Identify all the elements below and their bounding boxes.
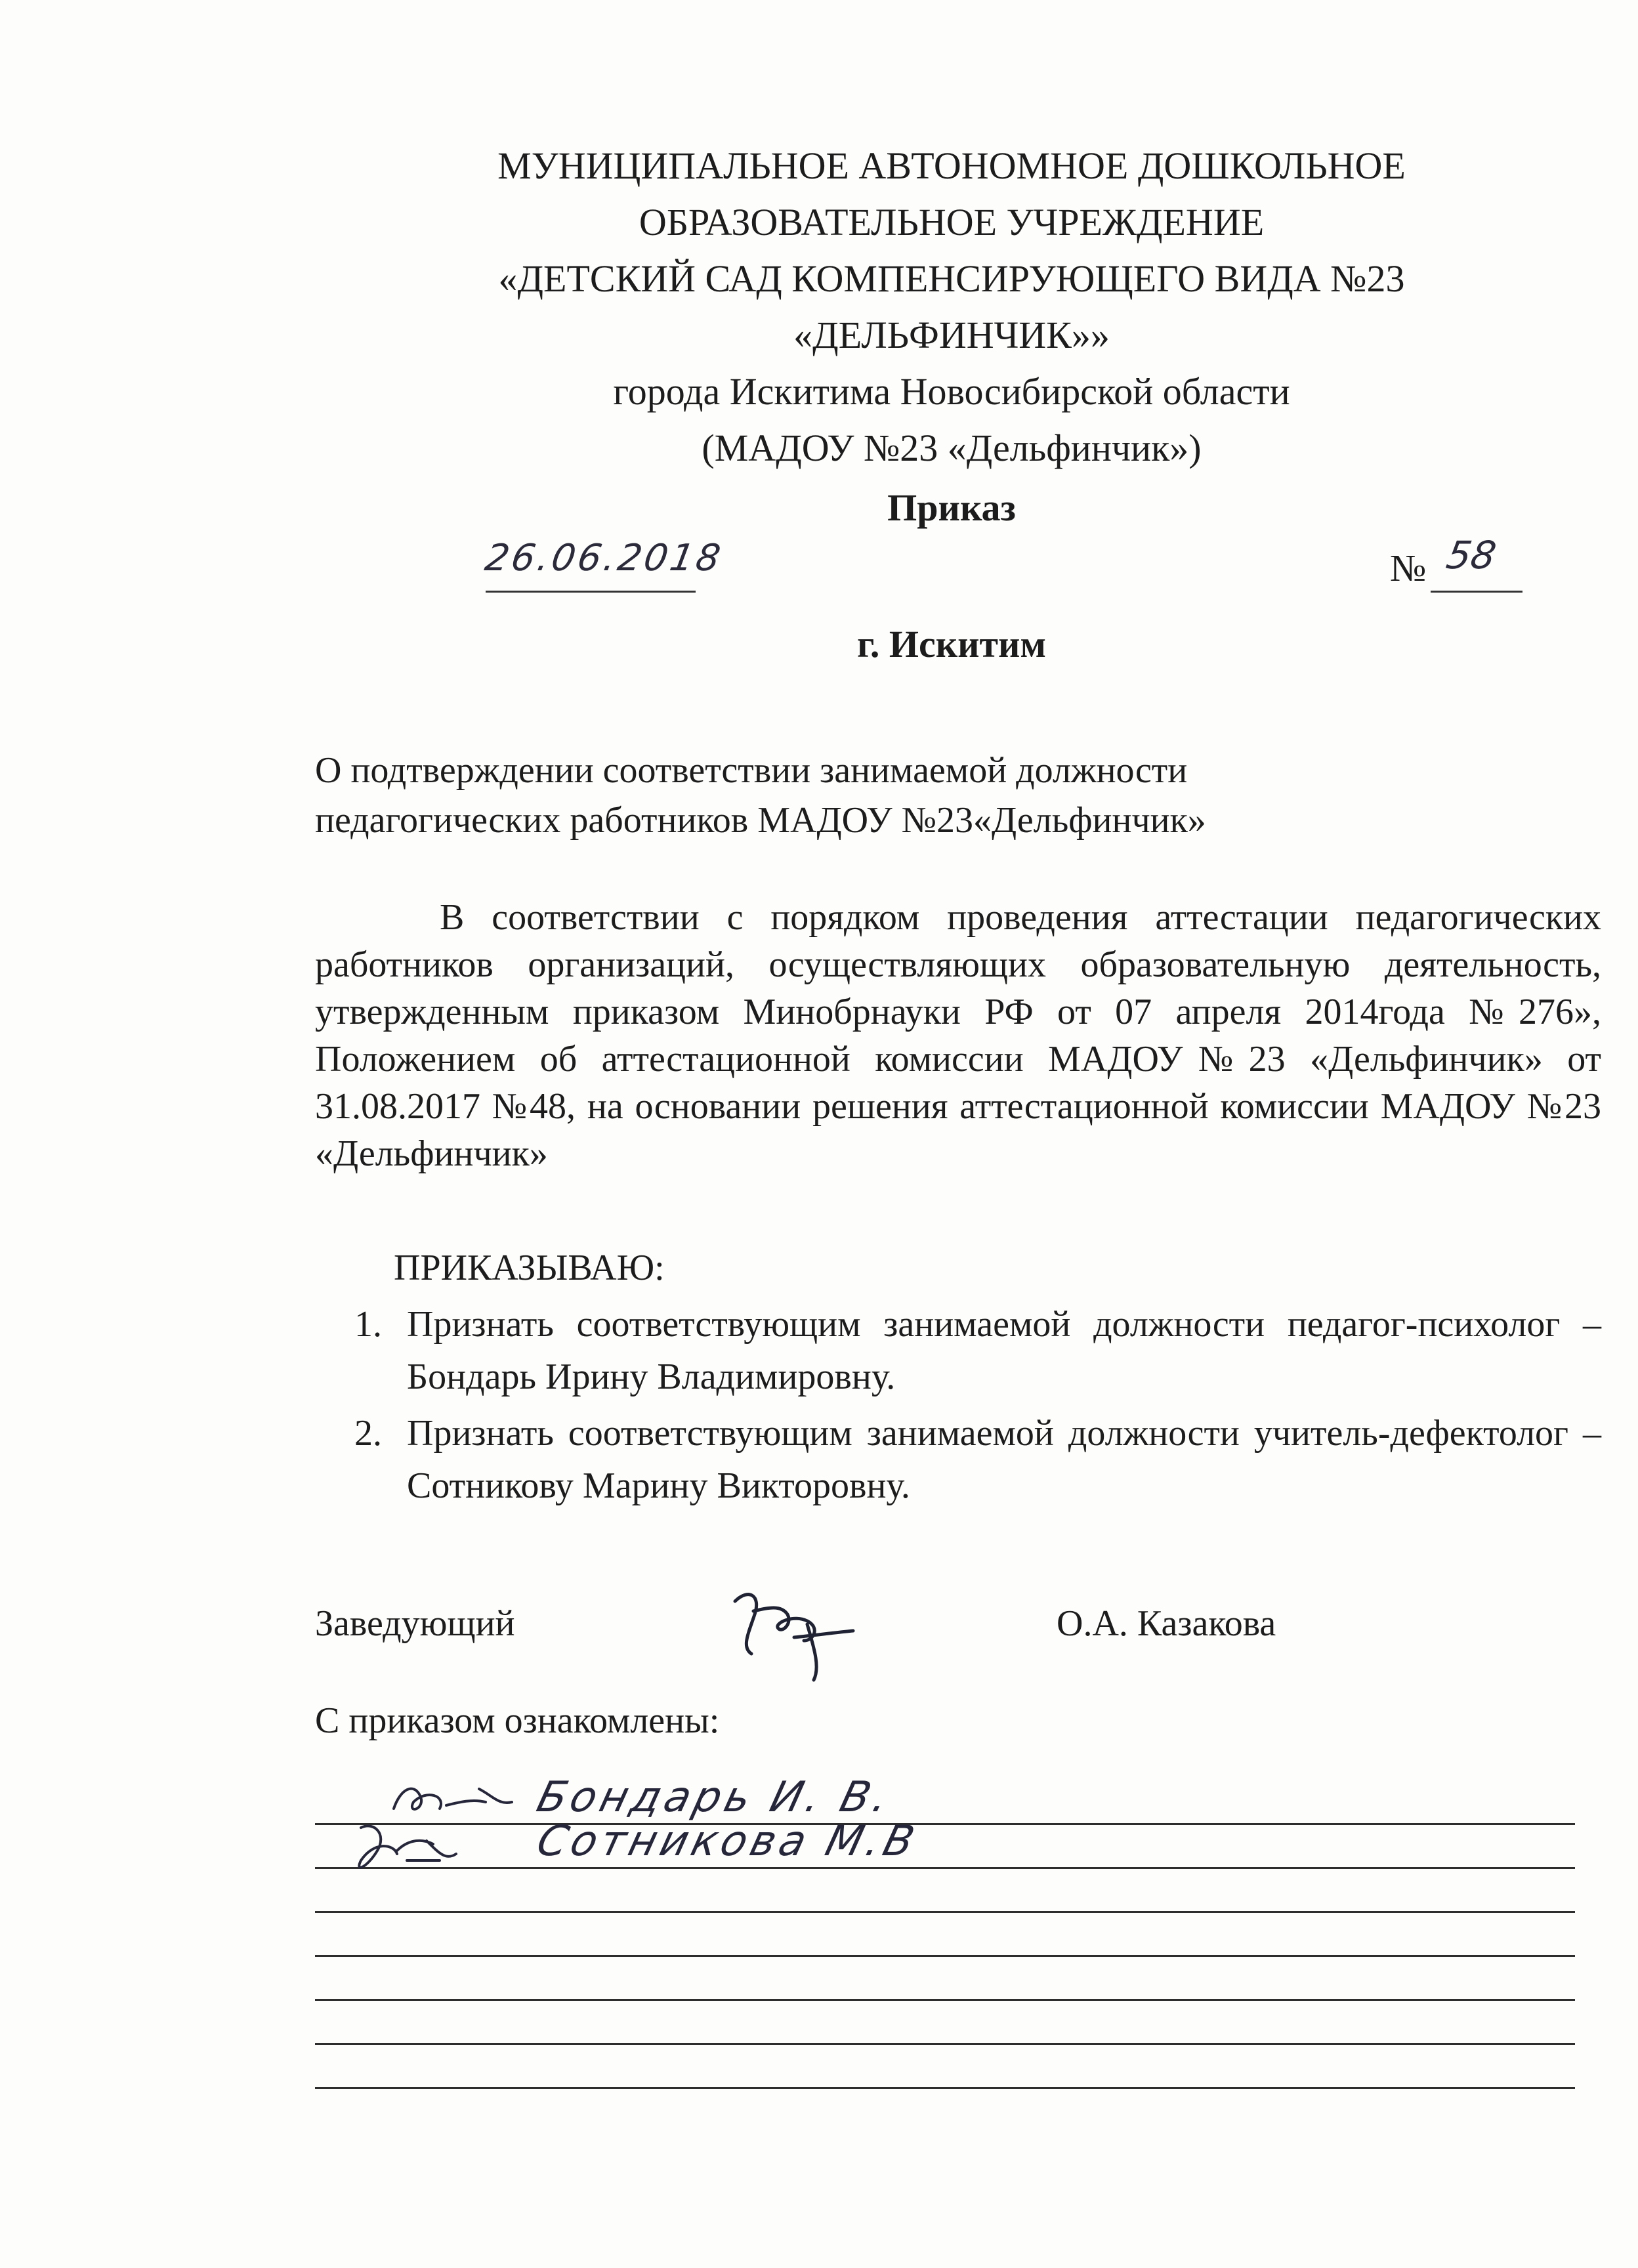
director-signature bbox=[715, 1575, 873, 1687]
preamble-paragraph: В соответствии с порядком проведения аттестации педагогических работников организаций, осуществляющих образовательную деятельность, утвержденным приказом Минобрнауки РФ от 07 апреля 2014года №276», Положением об аттестационной комиссии МАДОУ№23 «Дельфинчик» от 31.08.2017 №48, на основании решения аттестационной комиссии МАДОУ №23 «Дельфинчик» bbox=[315, 897, 1601, 1174]
acquaintance-line bbox=[315, 1773, 1575, 1825]
acquaintance-line bbox=[315, 1913, 1575, 1957]
acquaintance-line bbox=[315, 1817, 1575, 1869]
organization-header bbox=[433, 138, 1470, 476]
acquaintance-line bbox=[315, 2045, 1575, 2089]
acquaintance-line bbox=[315, 1869, 1575, 1913]
order-number-handwritten: 58 bbox=[1443, 533, 1500, 578]
acquainted-label: С приказом ознакомлены: bbox=[315, 1700, 720, 1741]
order-city: г. Искитим bbox=[857, 623, 1046, 665]
header-line-4: «ДЕЛЬФИНЧИК»» bbox=[793, 314, 1110, 356]
list-item-number: 2. bbox=[354, 1413, 382, 1454]
acquainted-entry-2: Сотникова М.В bbox=[532, 1817, 923, 1866]
signatory-role: Заведующий bbox=[315, 1603, 515, 1644]
order-subject bbox=[315, 746, 1206, 845]
date-underline bbox=[486, 591, 696, 593]
number-underline bbox=[1431, 591, 1522, 593]
acquaintance-line bbox=[315, 1957, 1575, 2001]
subject-line-1: О подтверждении соответствии занимаемой должности bbox=[315, 750, 1188, 791]
header-line-2: ОБРАЗОВАТЕЛЬНОЕ УЧРЕЖДЕНИЕ bbox=[639, 201, 1265, 243]
header-line-5: города Искитима Новосибирской области bbox=[613, 370, 1290, 413]
header-line-3: «ДЕТСКИЙ САД КОМПЕНСИРУЮЩЕГО ВИДА №23 bbox=[498, 257, 1405, 300]
list-item-text: Признать соответствующим занимаемой должности педагог-психолог – Бондарь Ирину Владимировну. bbox=[407, 1304, 1601, 1397]
list-item-text: Признать соответствующим занимаемой должности учитель-дефектолог – Сотникову Марину Викторовну. bbox=[407, 1413, 1601, 1506]
directive-list bbox=[354, 1298, 1601, 1516]
subject-line-2: педагогических работников МАДОУ №23«Дельфинчик» bbox=[315, 800, 1206, 841]
document-title: Приказ bbox=[887, 486, 1016, 529]
acquaintance-lines bbox=[315, 1773, 1575, 2089]
order-number-label: № bbox=[1390, 547, 1427, 589]
acquaintance-line bbox=[315, 2001, 1575, 2045]
header-line-6: (МАДОУ №23 «Дельфинчик») bbox=[702, 427, 1202, 469]
header-line-1: МУНИЦИПАЛЬНОЕ АВТОНОМНОЕ ДОШКОЛЬНОЕ bbox=[497, 144, 1406, 187]
signatory-name: О.А. Казакова bbox=[1057, 1603, 1276, 1644]
directive-word: ПРИКАЗЫВАЮ: bbox=[394, 1248, 665, 1288]
list-item bbox=[354, 1298, 1601, 1403]
list-item-number: 1. bbox=[354, 1304, 382, 1345]
order-date-handwritten: 26.06.2018 bbox=[482, 537, 726, 579]
list-item bbox=[354, 1407, 1601, 1512]
acquainted-entry-1: Бондарь И. В. bbox=[532, 1773, 898, 1822]
